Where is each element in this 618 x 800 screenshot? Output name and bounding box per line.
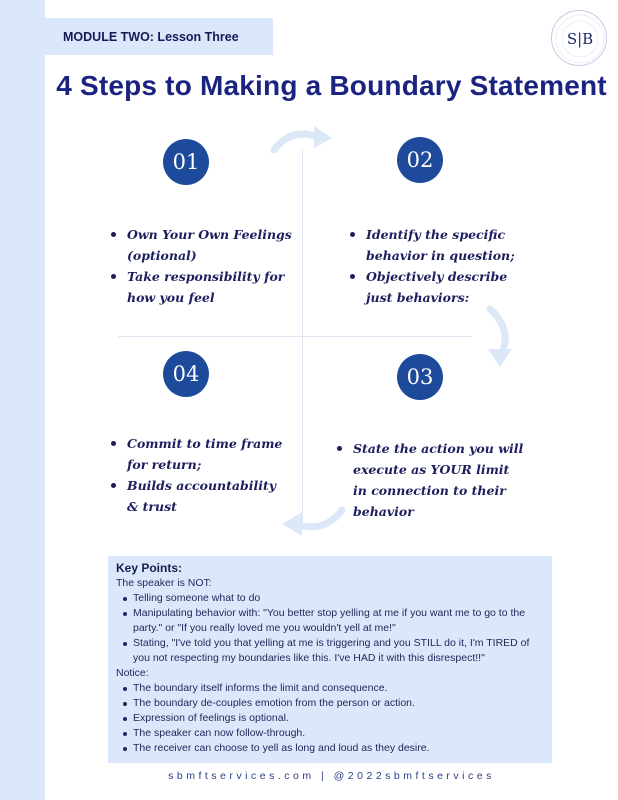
step-01-item-2: Take responsibility for how you feel	[101, 266, 301, 308]
notice-item-2: The boundary de-couples emotion from the person or action.	[116, 696, 544, 711]
step-badge-04: 04	[163, 351, 209, 397]
horizontal-divider	[118, 336, 472, 337]
not-item-2: Manipulating behavior with: "You better stop yelling at me if you want me to go to the party." or "If you really loved me you wouldn't yell at me!"	[116, 606, 544, 636]
step-badge-02: 02	[397, 137, 443, 183]
not-item-1: Telling someone what to do	[116, 591, 544, 606]
key-points-box	[108, 556, 552, 763]
key-points-heading: Key Points:	[116, 561, 183, 575]
not-list	[116, 591, 544, 666]
step-badge-03: 03	[397, 354, 443, 400]
page-title: 4 Steps to Making a Boundary Statement	[56, 70, 607, 101]
left-accent-strip	[0, 0, 45, 800]
module-label: MODULE TWO: Lesson Three	[63, 29, 239, 44]
notice-label: Notice:	[116, 667, 149, 679]
step-04-item-1: Commit to time frame for return;	[101, 433, 291, 475]
step-02-item-2: Objectively describe just behaviors:	[340, 266, 520, 308]
step-02-list	[340, 224, 520, 308]
step-03-item-1: State the action you will execute as YOUR limit in connection to their behavior	[327, 438, 527, 522]
step-badge-01: 01	[163, 139, 209, 185]
notice-item-5: The receiver can choose to yell as long and loud as they desire.	[116, 741, 544, 756]
curved-arrow-down-icon	[482, 305, 518, 371]
notice-list	[116, 681, 544, 756]
notice-item-1: The boundary itself informs the limit and consequence.	[116, 681, 544, 696]
sb-logo	[551, 10, 607, 66]
step-01-list	[101, 224, 301, 308]
step-02-item-1: Identify the specific behavior in question;	[340, 224, 520, 266]
step-03-list	[327, 438, 527, 522]
footer-text: sbmftservices.com | @2022sbmftservices	[168, 770, 495, 782]
logo-letters: S|B	[566, 30, 594, 48]
key-points-intro: The speaker is NOT:	[116, 577, 212, 589]
not-item-3: Stating, "I've told you that yelling at me is triggering and you STILL do it, I'm TIRED of you not respecting my boundaries like this. I've HAD it with this disrespect!!"	[116, 636, 544, 666]
logo-seal-icon	[552, 11, 608, 67]
step-04-list	[101, 433, 291, 517]
notice-item-3: Expression of feelings is optional.	[116, 711, 544, 726]
module-banner	[45, 18, 273, 55]
curved-arrow-right-icon	[268, 120, 340, 156]
step-04-item-2: Builds accountability & trust	[101, 475, 291, 517]
notice-item-4: The speaker can now follow-through.	[116, 726, 544, 741]
step-01-item-1: Own Your Own Feelings (optional)	[101, 224, 301, 266]
